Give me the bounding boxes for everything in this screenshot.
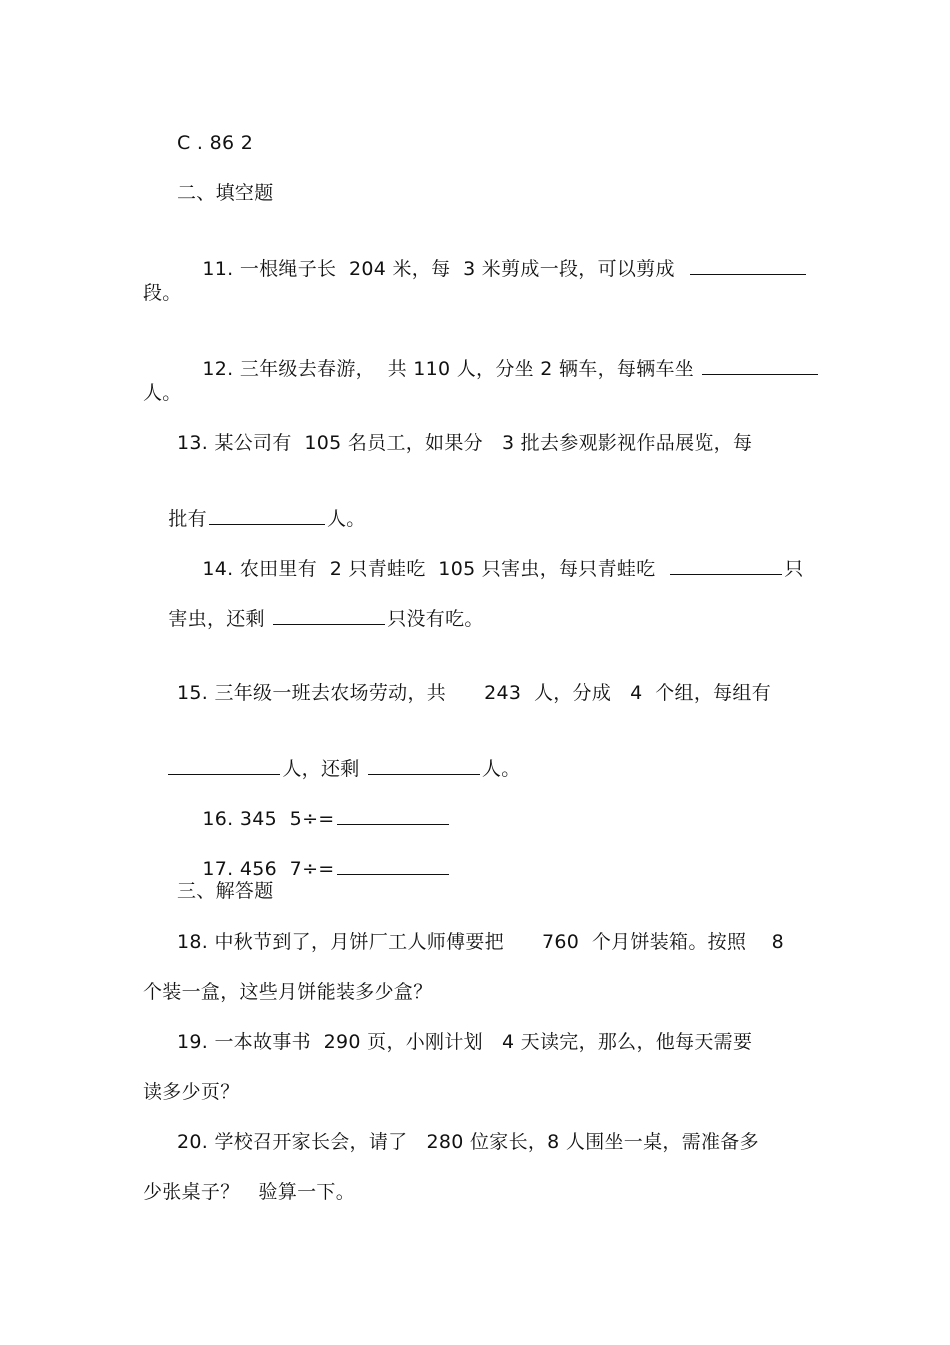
question-15-mid: 人，还剩 [282,758,366,780]
answer-blank[interactable] [702,356,818,375]
question-20-line1: 20. 学校召开家长会，请了 280 位家长，8 人围坐一桌，需准备多 [177,1131,759,1153]
question-14-head2: 害虫，还剩 [168,608,272,630]
question-16-text: 16. 345 5 [202,808,303,830]
question-12-text: 12. 三年级去春游， 共 110 人，分坐 2 辆车，每辆车坐 [202,358,701,380]
answer-blank[interactable] [670,556,782,575]
question-20-line2: 少张桌子？ 验算一下。 [143,1181,356,1203]
question-12-line2: 人。 [143,382,182,404]
question-19-line1: 19. 一本故事书 290 页，小刚计划 4 天读完，那么，他每天需要 [177,1031,753,1053]
question-17-text: 17. 456 7 [202,858,303,880]
question-15-line1: 15. 三年级一班去农场劳动，共 243 人，分成 4 个组，每组有 [177,682,772,704]
question-13-line1: 13. 某公司有 105 名员工，如果分 3 批去参观影视作品展览，每 [177,432,753,454]
question-11-text: 11. 一根绳子长 204 米，每 3 米剪成一段，可以剪成 [202,258,688,280]
question-14-line2 [143,580,484,658]
question-14-after2: 只没有吃。 [387,608,484,630]
question-14-text: 14. 农田里有 2 只青蛙吃 105 只害虫，每只青蛙吃 [202,558,669,580]
question-19-line2: 读多少页？ [143,1081,240,1103]
question-13-after: 人。 [326,508,366,530]
answer-blank[interactable] [690,256,806,275]
answer-blank[interactable] [273,606,385,625]
answer-blank[interactable] [337,856,449,875]
answer-blank[interactable] [368,756,480,775]
section-heading-solve: 三、解答题 [177,880,274,902]
question-18-line1: 18. 中秋节到了，月饼厂工人师傅要把 760 个月饼装箱。按照 8 [177,931,784,953]
question-11-line1 [177,230,808,308]
answer-blank[interactable] [209,506,325,525]
section-heading-fill-in: 二、填空题 [177,182,274,204]
division-equals-symbol: ÷= [302,808,335,830]
question-11-line2: 段。 [143,282,182,304]
division-equals-symbol: ÷= [302,858,335,880]
question-12-line1 [177,330,820,408]
question-13-head: 批有 [168,508,207,530]
answer-blank[interactable] [168,756,280,775]
q10-option-c: C . 86 2 [177,132,254,154]
question-18-line2: 个装一盒，这些月饼能装多少盒？ [143,981,433,1003]
question-15-end: 人。 [481,758,521,780]
question-14-after: 只 [784,558,804,580]
answer-blank[interactable] [337,806,449,825]
